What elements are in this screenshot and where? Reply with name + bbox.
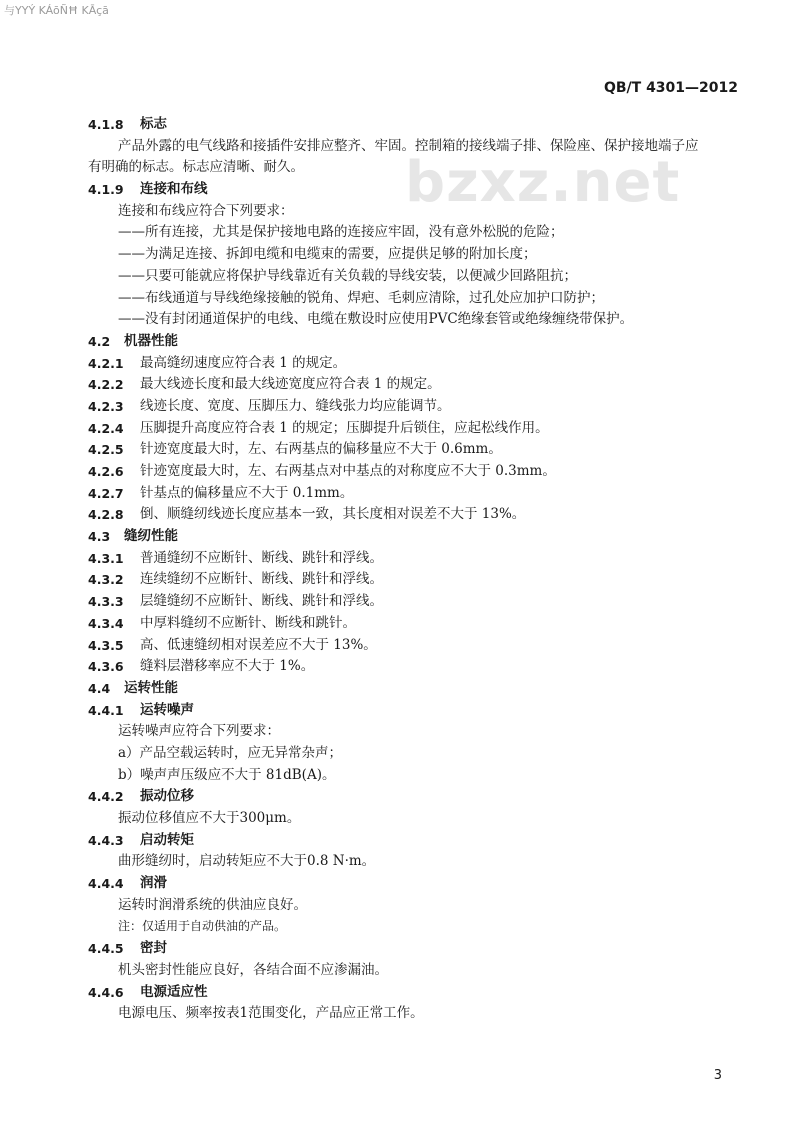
clause-number: 4.4 [88, 680, 111, 696]
standard-code: QB/T 4301—2012 [603, 80, 738, 96]
clause-heading [0, 700, 800, 722]
paragraph [0, 851, 800, 873]
paragraph [0, 895, 800, 917]
clause-heading [0, 873, 800, 895]
heading-text: 缝纫性能 [124, 528, 178, 545]
line-text: 连接和布线应符合下列要求： [118, 202, 294, 219]
clause [0, 591, 800, 613]
list-item [0, 288, 800, 310]
line-text: 运转时润滑系统的供油应良好。 [118, 896, 307, 913]
clause-heading [0, 830, 800, 852]
paragraph [0, 136, 800, 158]
clause-text: 高、低速缝纫相对误差应不大于 13%。 [140, 636, 377, 653]
clause [0, 353, 800, 375]
clause-number: 4.3.5 [88, 637, 124, 653]
clause-text: 层缝缝纫不应断针、断线、跳针和浮线。 [140, 593, 383, 610]
document-body [0, 114, 800, 1025]
section-heading [0, 526, 800, 548]
paragraph-continuation [0, 157, 800, 179]
clause-text: 针基点的偏移量应不大于 0.1mm。 [140, 484, 354, 501]
clause-number: 4.2 [88, 333, 111, 349]
clause [0, 548, 800, 570]
heading-text: 电源适应性 [140, 983, 208, 1000]
line-text: 有明确的标志。标志应清晰、耐久。 [88, 159, 304, 176]
clause-number: 4.2.1 [88, 355, 124, 371]
list-item [0, 266, 800, 288]
clause-text: 最大线迹长度和最大线迹宽度应符合表 1 的规定。 [140, 376, 441, 393]
line-text: 电源电压、频率按表1范围变化，产品应正常工作。 [118, 1005, 424, 1022]
clause-heading [0, 114, 800, 136]
clause [0, 374, 800, 396]
line-text: ——所有连接，尤其是保护接地电路的连接应牢固，没有意外松脱的危险； [118, 224, 564, 241]
paragraph [0, 201, 800, 223]
line-text: 机头密封性能应良好，各结合面不应渗漏油。 [118, 961, 388, 978]
page-number: 3 [713, 1068, 722, 1083]
clause-heading [0, 938, 800, 960]
clause-number: 4.4.6 [88, 984, 124, 1000]
line-text: 注：仅适用于自动供油的产品。 [118, 919, 287, 934]
clause [0, 656, 800, 678]
heading-text: 机器性能 [124, 332, 178, 349]
clause-heading [0, 179, 800, 201]
clause-number: 4.2.5 [88, 442, 124, 458]
clause-number: 4.4.4 [88, 876, 124, 892]
line-text: a）产品空载运转时，应无异常杂声； [118, 744, 343, 761]
clause [0, 461, 800, 483]
clause-number: 4.3.2 [88, 572, 124, 588]
clause-text: 针迹宽度最大时，左、右两基点对中基点的对称度应不大于 0.3mm。 [140, 463, 556, 479]
clause-text: 中厚料缝纫不应断针、断线和跳针。 [140, 614, 356, 631]
paragraph [0, 808, 800, 830]
clause-number: 4.2.6 [88, 464, 124, 479]
clause-number: 4.4.3 [88, 832, 124, 848]
clause [0, 613, 800, 635]
line-text: 运转噪声应符合下列要求： [118, 723, 280, 740]
list-item [0, 743, 800, 765]
clause [0, 569, 800, 591]
heading-text: 运转噪声 [140, 701, 194, 718]
heading-text: 振动位移 [140, 788, 194, 805]
clause-number: 4.2.7 [88, 485, 124, 501]
line-text: ——布线通道与导线绝缘接触的锐角、焊疤、毛刺应清除，过孔处应加护口防护； [118, 289, 604, 306]
clause-number: 4.2.3 [88, 398, 124, 414]
clause-heading [0, 786, 800, 808]
clause-number: 4.3.3 [88, 594, 124, 610]
clause-number: 4.3.1 [88, 550, 124, 566]
heading-text: 运转性能 [124, 679, 178, 696]
clause-heading [0, 982, 800, 1004]
line-text: ——为满足连接、拆卸电缆和电缆束的需要，应提供足够的附加长度； [118, 246, 537, 263]
paragraph [0, 721, 800, 743]
heading-text: 密封 [140, 940, 167, 957]
section-heading [0, 678, 800, 700]
list-item [0, 222, 800, 244]
corner-mark: 与ΥΥÝ KÁōÑĦ KĀçā [4, 4, 109, 17]
clause [0, 635, 800, 657]
clause-text: 线迹长度、宽度、压脚压力、缝线张力均应能调节。 [140, 397, 451, 414]
clause-number: 4.4.1 [88, 702, 124, 718]
section-heading [0, 331, 800, 353]
heading-text: 润滑 [140, 875, 167, 892]
clause-number: 4.3 [88, 529, 111, 545]
clause-text: 连续缝纫不应断针、断线、跳针和浮线。 [140, 571, 383, 588]
clause-number: 4.2.2 [88, 377, 124, 393]
clause [0, 418, 800, 440]
clause-number: 4.4.2 [88, 789, 124, 805]
list-item [0, 309, 800, 331]
note [0, 916, 800, 938]
list-item [0, 765, 800, 787]
list-item [0, 244, 800, 266]
clause-number: 4.2.4 [88, 420, 124, 436]
clause-number: 4.4.5 [88, 941, 124, 957]
heading-text: 连接和布线 [140, 181, 208, 198]
watermark: bzxz.net [405, 150, 681, 215]
paragraph [0, 960, 800, 982]
clause-number: 4.1.8 [88, 117, 124, 132]
line-text: 曲形缝纫时，启动转矩应不大于0.8 N·m。 [118, 853, 376, 870]
line-text: ——只要可能就应将保护导线靠近有关负载的导线安装，以便减少回路阻抗； [118, 267, 577, 284]
line-text: 振动位移值应不大于300μm。 [118, 810, 301, 826]
clause-text: 倒、顺缝纫线迹长度应基本一致，其长度相对误差不大于 13%。 [140, 506, 526, 523]
clause-number: 4.1.9 [88, 182, 124, 198]
clause-number: 4.2.8 [88, 507, 124, 523]
clause [0, 396, 800, 418]
heading-text: 标志 [140, 116, 167, 132]
clause-number: 4.3.6 [88, 659, 124, 675]
line-text: 产品外露的电气线路和接插件安排应整齐、牢固。控制箱的接线端子排、保险座、保护接地端子应 [118, 137, 699, 154]
clause-text: 普通缝纫不应断针、断线、跳针和浮线。 [140, 549, 383, 566]
clause-text: 压脚提升高度应符合表 1 的规定；压脚提升后锁住，应起松线作用。 [140, 419, 549, 436]
clause-text: 最高缝纫速度应符合表 1 的规定。 [140, 354, 347, 371]
heading-text: 启动转矩 [140, 831, 194, 848]
clause-text: 针迹宽度最大时，左、右两基点的偏移量应不大于 0.6mm。 [140, 441, 502, 458]
clause-number: 4.3.4 [88, 615, 124, 631]
paragraph [0, 1003, 800, 1025]
clause-text: 缝料层潜移率应不大于 1%。 [140, 658, 315, 675]
clause [0, 439, 800, 461]
clause [0, 483, 800, 505]
line-text: b）噪声声压级应不大于 81dB(A)。 [118, 766, 336, 783]
clause [0, 504, 800, 526]
line-text: ——没有封闭通道保护的电线、电缆在敷设时应使用PVC绝缘套管或绝缘缠绕带保护。 [118, 311, 634, 328]
